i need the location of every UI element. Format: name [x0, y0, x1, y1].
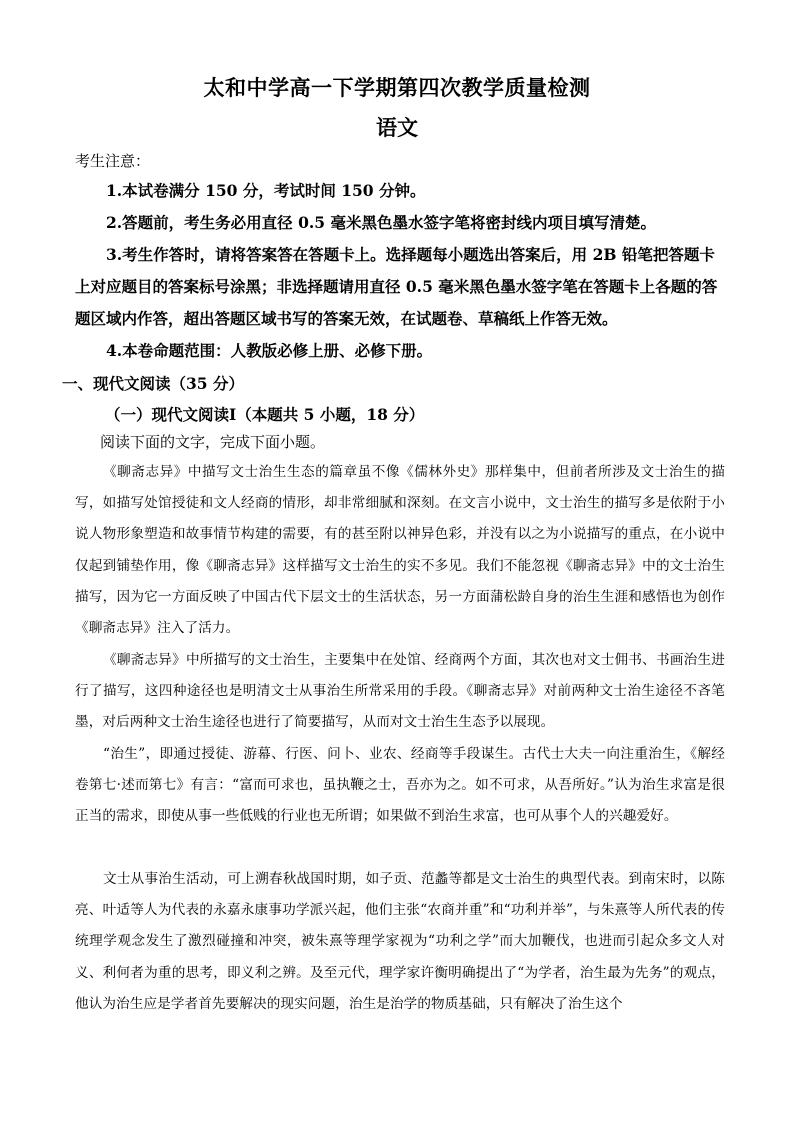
subject-title: 语文 [376, 115, 418, 140]
passage-paragraph: 《聊斋志异》中描写文士治生生态的篇章虽不像《儒林外史》那样集中，但前者所涉及文士治生的描写，如描写处馆授徒和文人经商的情形，却非常细腻和深刻。在文言小说中，文士治生的描写多是依附于小说人物形象塑造和故事情节构建的需要，有的甚至附以神异色彩，并没有以之为小说描写的重点，在小说中仅起到铺垫作用，像《聊斋志异》这样描写文士治生的实不多见。我们不能忽视《聊斋志异》中的文士治生描写，因为它一方面反映了中国古代下层文士的生活状态，另一方面蒲松龄自身的治生生涯和感悟也为创作《聊斋志异》注入了活力。 [75, 464, 725, 637]
passage-paragraph: “治生”，即通过授徒、游幕、行医、问卜、业农、经商等手段谋生。古代士大夫一向注重治生，《解经卷第七·述而第七》有言：“富而可求也，虽执鞭之士，吾亦为之。如不可求，从吾所好。”认为治生求富是很正当的需求，即使从事一些低贱的行业也无所谓；如果做不到治生求富，也可从事个人的兴趣爱好。 [75, 746, 725, 825]
notice-item-3: 3.考生作答时，请将答案答在答题卡上。选择题每小题选出答案后，用 2B 铅笔把答题卡上对应题目的答案标号涂黑；非选择题请用直径 0.5 毫米黑色墨水签字笔在答题卡上各题的答题区域内作答，超出答题区域书写的答案无效，在试题卷、草稿纸上作答无效。 [75, 245, 718, 328]
exam-title: 太和中学高一下学期第四次教学质量检测 [203, 75, 591, 100]
passage-paragraph: 文士从事治生活动，可上溯春秋战国时期，如子贡、范蠡等都是文士治生的典型代表。到南宋时，以陈亮、叶适等人为代表的永嘉永康事功学派兴起，他们主张“农商并重”和“功利并举”，与朱熹等人所代表的传统理学观念发生了激烈碰撞和冲突，被朱熹等理学家视为“功利之学”而大加鞭伐，也进而引起众多文人对义、利何者为重的思考，即义利之辨。及至元代，理学家许衡明确提出了“为学者，治生最为先务”的观点，他认为治生应是学者首先要解决的现实问题，治生是治学的物质基础，只有解决了治生这个 [75, 871, 725, 1012]
reading-instruction: 阅读下面的文字，完成下面小题。 [100, 433, 326, 451]
section-heading: 一、现代文阅读（35 分） [62, 374, 244, 393]
subsection-heading: （一）现代文阅读Ⅰ（本题共 5 小题，18 分） [105, 405, 425, 424]
notice-item-4: 4.本卷命题范围：人教版必修上册、必修下册。 [106, 341, 433, 360]
notice-heading: 考生注意： [75, 152, 151, 170]
passage-paragraph: 《聊斋志异》中所描写的文士治生，主要集中在处馆、经商两个方面，其次也对文士佣书、书画治生进行了描写，这四种途径也是明清文士从事治生所常采用的手段。《聊斋志异》对前两种文士治生途径不吝笔墨，对后两种文士治生途径也进行了简要描写，从而对文士治生生态予以展现。 [75, 652, 725, 731]
notice-item-1: 1.本试卷满分 150 分，考试时间 150 分钟。 [106, 181, 426, 200]
notice-item-2: 2.答题前，考生务必用直径 0.5 毫米黑色墨水签字笔将密封线内项目填写清楚。 [106, 213, 656, 232]
